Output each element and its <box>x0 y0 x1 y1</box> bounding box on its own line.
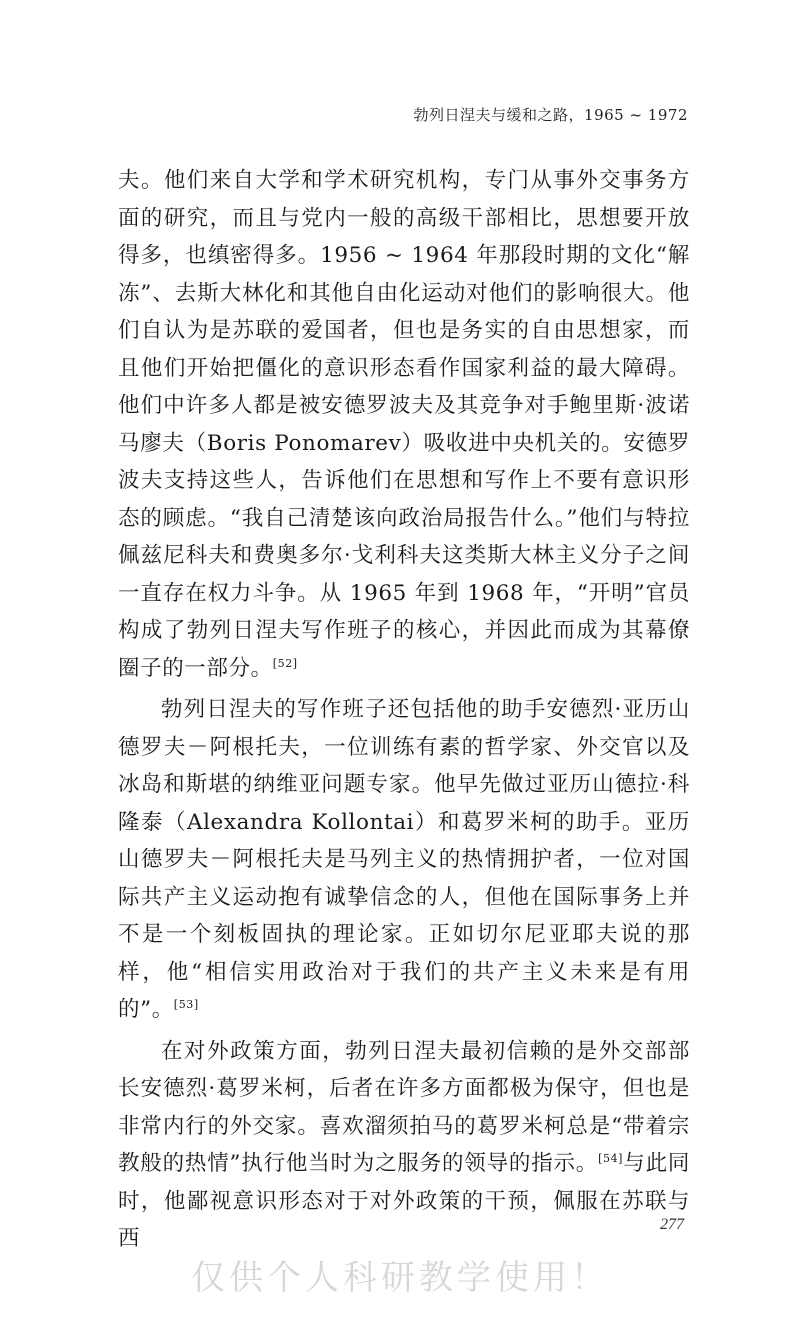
paragraph-text: 在对外政策方面，勃列日涅夫最初信赖的是外交部部长安德烈·葛罗米柯，后者在许多方面都极为保守，但也是非常内行的外交家。喜欢溜须拍马的葛罗米柯总是“带着宗教般的热情”执行他当时为之服务的领导的指示。 <box>118 1038 690 1176</box>
paragraph-text: 勃列日涅夫的写作班子还包括他的助手安德烈·亚历山德罗夫－阿根托夫，一位训练有素的哲学家、外交官以及冰岛和斯堪的纳维亚问题专家。他早先做过亚历山德拉·科隆泰（Alexandra Kollontai）和葛罗米柯的助手。亚历山德罗夫－阿根托夫是马列主义的热情拥护者，一位对国际共产主义运动抱有诚挚信念的人，但他在国际事务上并不是一个刻板固执的理论家。正如切尔尼亚耶夫说的那样，他“相信实用政治对于我们的共产主义未来是有用的”。 <box>118 697 690 1022</box>
footnote-reference: [54] <box>598 1151 624 1165</box>
footnote-reference: [53] <box>173 997 199 1011</box>
paragraph-text: 夫。他们来自大学和学术研究机构，专门从事外交事务方面的研究，而且与党内一般的高级干部相比，思想要开放得多，也缜密得多。1956 ~ 1964 年那段时期的文化“解冻”、去斯大林化和其他自由化运动对他们的影响很大。他们自认为是苏联的爱国者，但也是务实的自由思想家，而且他们开始把僵化的意识形态看作国家利益的最大障碍。他们中许多人都是被安德罗波夫及其竞争对手鲍里斯·波诺马廖夫（Boris Ponomarev）吸收进中央机关的。安德罗波夫支持这些人，告诉他们在思想和写作上不要有意识形态的顾虑。“我自己清楚该向政治局报告什么。”他们与特拉佩兹尼科夫和费奥多尔·戈利科夫这类斯大林主义分子之间一直存在权力斗争。从 1965 年到 1968 年，“开明”官员构成了勃列日涅夫写作班子的核心，并因此而成为其幕僚圈子的一部分。 <box>118 168 690 681</box>
running-header: 勃列日涅夫与缓和之路，1965 ~ 1972 <box>413 106 688 124</box>
page-number: 277 <box>660 1216 684 1233</box>
paragraph-continuation <box>118 162 690 687</box>
body-text <box>118 162 690 1258</box>
footnote-reference: [52] <box>272 656 298 670</box>
watermark: 仅供个人科研教学使用！ <box>191 1258 609 1298</box>
paragraph-writing-team <box>118 691 690 1029</box>
paragraph-text: 与此同时，他鄙视意识形态对于对外政策的干预，佩服在苏联与西 <box>118 1151 690 1251</box>
paragraph-foreign-policy <box>118 1033 690 1258</box>
